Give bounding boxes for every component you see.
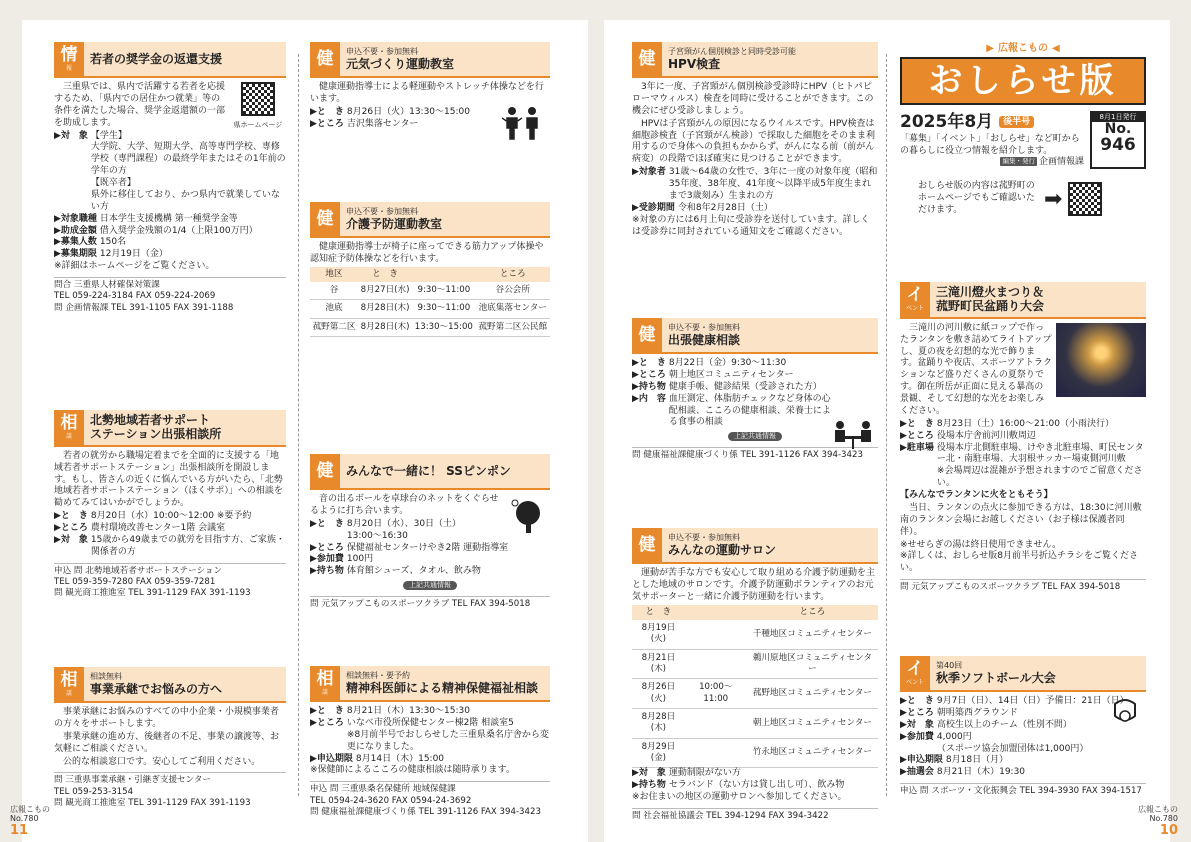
table-header [412, 267, 476, 282]
info-row-key: ▶参加費 [900, 731, 934, 742]
info-row [54, 226, 286, 238]
info-row [632, 167, 878, 203]
info-row [54, 511, 286, 523]
article-intro: 運動が苦手な方でも安心して取り組める介護予防運動を主とした地域のサロンです。介護予防運動ボランティアのお元気サポーターと一緒に介護予防運動を行います。 [632, 568, 876, 602]
info-row-key: ▶対 象 [54, 534, 88, 545]
table-cell: 8月21日(木) [632, 649, 685, 679]
table-row [310, 318, 550, 336]
info-row [54, 237, 286, 249]
left-column-2 [310, 42, 550, 817]
info-row-key: ▶ところ [310, 717, 344, 728]
left-column-1 [54, 42, 286, 809]
article-title: みんなの運動サロン [668, 543, 777, 558]
info-row [900, 732, 1146, 756]
category-badge: 健 [632, 42, 662, 76]
article-youth-support [54, 410, 286, 600]
note: ※詳細はホームページをご覧ください。 [54, 261, 215, 272]
contact-line: 申込 問 北勢地域若者サポートステーション [54, 565, 223, 576]
article-title: 若者の奨学金の返還支援 [90, 51, 223, 66]
table-header: ところ [476, 267, 550, 282]
info-row [632, 394, 832, 430]
info-row-value: 【学生】 大学院、大学、短期大学、高等専門学校、専修学校（専門課程）の最終学年またはその1年前の学年の方 【既卒者】 県外に移住しており、かつ県内で就業していない方 [90, 130, 286, 212]
info-row [310, 543, 550, 555]
article-health-consult [632, 318, 878, 461]
info-row [632, 370, 832, 382]
category-badge: 健 [632, 318, 662, 352]
article-subtitle: 子宮頸がん個別検診と同時受診可能 [668, 46, 796, 56]
article-intro: 音の出るボールを卓球台のネットをくぐらせるように打ち合います。 [310, 494, 499, 516]
info-row-value: 8月23日（土）16:00～21:00（小雨決行） [936, 418, 1114, 429]
article-subtitle: 相談無料 [90, 671, 122, 681]
info-row-value: 8月14日（木）15:00 [355, 753, 445, 764]
info-row-value: 高校生以上のチーム（性別不問） [936, 719, 1072, 730]
info-row-key: ▶持ち物 [632, 780, 666, 791]
article-intro: 事業承継の進め方、後継者の不足、事業の譲渡等、お気軽にご相談ください。 [54, 731, 280, 754]
info-row [54, 535, 286, 559]
contact-block [54, 772, 286, 809]
table-cell: 谷 [310, 282, 358, 300]
info-row-value: 日本学生支援機構 第一種奨学金等 [99, 213, 238, 224]
table-cell: 8月29日(金) [632, 738, 685, 768]
consultation-icon [832, 420, 874, 450]
category-badge: 健 [310, 42, 340, 76]
arrow-right-icon: ➡ [1044, 186, 1063, 212]
table-row [310, 282, 550, 300]
info-row [54, 523, 286, 535]
info-row-value: 8月21日（木）13:30～15:30 [346, 706, 470, 716]
article-title: 出張健康相談 [668, 333, 741, 348]
editor-name: 企画情報課 [1038, 157, 1084, 168]
article-title: 北勢地域若者サポート ステーション出張相談所 [90, 413, 222, 442]
contact-line: 問 企画情報課 TEL 391-1105 FAX 391-1188 [54, 302, 234, 313]
article-intro: 当日、ランタンの点火に参加できる方は、18:30に河川敷南のランタン会場にお越しください（お子様は保護者同伴）。 [900, 502, 1142, 537]
table-cell: 池底集落センター [476, 300, 550, 318]
info-row [54, 131, 286, 214]
common-info-pill: 上記共通情報 [403, 581, 457, 590]
contact-line: TEL 059-224-3184 FAX 059-224-2069 [54, 291, 216, 302]
info-row [632, 203, 878, 215]
article-subtitle: 申込不要・参加無料 [668, 532, 740, 542]
info-row-key: ▶申込期限 [900, 755, 943, 766]
table-header: と き [358, 267, 412, 282]
contact-line: TEL 059-253-3154 [54, 786, 134, 797]
info-row [632, 780, 878, 792]
qr-code-icon[interactable] [1068, 182, 1102, 216]
column-divider [298, 54, 299, 796]
table-row [310, 300, 550, 318]
table-header [685, 605, 747, 620]
article-subtitle: 申込不要・参加無料 [668, 322, 740, 332]
info-row [900, 431, 1146, 443]
table-row [632, 738, 878, 768]
info-row-key: ▶申込期限 [310, 753, 353, 764]
table-cell: 菰野地区コミュニティセンター [747, 679, 878, 709]
table-cell [685, 738, 747, 768]
info-row-key: ▶と き [310, 106, 344, 117]
contact-line: TEL 0594-24-3620 FAX 0594-24-3692 [310, 795, 472, 806]
contact-block [632, 808, 878, 822]
info-row [900, 443, 1146, 491]
contact-block [900, 579, 1146, 593]
banner-title: おしらせ版 [900, 57, 1146, 105]
half-badge: 後半号 [999, 116, 1034, 128]
info-row-value: 役場本庁舎前河川敷周辺 [936, 430, 1036, 441]
category-badge: イ ベント [900, 656, 930, 690]
table-header: 地区 [310, 267, 358, 282]
category-badge: 健 [310, 202, 340, 236]
issue-date: 2025年8月 [900, 112, 994, 133]
table-cell: 9:30～11:00 [412, 282, 476, 300]
contact-block [54, 277, 286, 314]
info-row-value: 8月21日（木）19:30 [936, 767, 1026, 778]
info-row-value: 9月7日（日）、14日（日）予備日：21日（日） [936, 696, 1129, 706]
info-row [54, 214, 286, 226]
exercise-people-icon [502, 106, 544, 140]
table-cell: 8月27日(水) [358, 282, 412, 300]
issue-number: 946 [1100, 135, 1136, 156]
table-cell [685, 620, 747, 649]
table-cell: 竹永地区コミュニティセンター [747, 738, 878, 768]
info-row-value: 100円 [346, 554, 374, 565]
info-row-value: 農村環境改善センター1階 会議室 [90, 523, 226, 534]
article-intro: 健康運動指導士が椅子に座ってできる筋力アップ体操や認知症予防体操などを行います。 [310, 242, 544, 264]
info-row [900, 419, 1146, 431]
info-row-value: 吉沢集落センター [346, 118, 419, 129]
info-row [310, 718, 550, 754]
info-row-value: 31歳～64歳の女性で、3年に一度の対象年度（昭和35年度、38年度、41年度～以降平成5年度生まれまで3歳刻み）生まれの方 [668, 167, 878, 201]
table-cell: 13:30～15:00 [412, 318, 476, 336]
page-number: 10 [1159, 822, 1178, 838]
ping-pong-paddle-icon [510, 498, 546, 534]
info-row-key: ▶対 象 [900, 719, 934, 730]
info-row-key: ▶ところ [310, 118, 344, 129]
info-row [310, 119, 490, 131]
article-title: 元気づくり運動教室 [346, 57, 455, 72]
article-title: 介護予防運動教室 [346, 217, 443, 232]
right-column-2 [900, 42, 1146, 802]
info-row-value: 8月26日（火）13:30～15:00 [346, 106, 470, 117]
contact-line: 問 健康福祉課健康づくり係 TEL 391-1126 FAX 394-3423 [632, 450, 863, 461]
info-row-value: 12月19日（金） [99, 249, 168, 260]
category-badge: イ ベント [900, 282, 930, 317]
info-row-value: 150名 [99, 237, 127, 248]
info-row-key: ▶内 容 [632, 393, 666, 404]
table-header: ところ [747, 605, 878, 620]
article-intro: 三滝川の河川敷に紙コップで作ったランタンを敷き詰めてライトアップし、夏の夜を幻想的な光で飾ります。盆踊りや夜店、スポーツアトラクションなど盛りだくさんの夏祭りです。御在所岳が正面に見える暴高の景観、そして幻想的な光をお楽しみください。 [900, 322, 1052, 416]
info-row-value: 令和8年2月28日（土） [677, 202, 773, 213]
info-row-value: 朝上地区コミュニティセンター [668, 369, 794, 380]
table-row [632, 649, 878, 679]
table-cell: 8月28日(木) [632, 709, 685, 739]
editor-tag: 編集・発行 [1002, 157, 1035, 166]
salon-schedule-table [632, 605, 878, 769]
info-row-key: ▶参加費 [310, 554, 344, 565]
note: ※せせらぎの湯は終日使用できません。 ※詳しくは、おしらせ版8月前半号折込チラシをご覧ください。 [900, 539, 1138, 574]
contact-line: 問 元気アップこものスポーツクラブ TEL FAX 394-5018 [900, 582, 1121, 593]
category-badge: 情 報 [54, 42, 84, 76]
info-row-key: ▶対 象 [54, 130, 88, 141]
info-row-key: ▶ところ [310, 542, 344, 553]
info-row [632, 382, 832, 394]
article-hpv [632, 42, 878, 239]
info-row-key: ▶受診期間 [632, 202, 675, 213]
table-cell: 菰野第二区公民館 [476, 318, 550, 336]
note: ※対象の方には6月上旬に受診券を送付しています。詳しくは受診券に同封されている通知文をご確認ください。 [632, 214, 870, 237]
contact-block [310, 781, 550, 818]
article-mental-health [310, 666, 550, 818]
column-divider [886, 54, 887, 796]
article-ss-pingpong [310, 454, 550, 610]
contact-line: 問合 三重県人材確保対策課 [54, 280, 160, 290]
table-row [632, 679, 878, 709]
info-row-value: 健康手帳、健診結果（受診された方） [668, 381, 822, 392]
info-row [900, 767, 1146, 779]
contact-line: TEL 059-359-7280 FAX 059-359-7281 [54, 577, 216, 587]
page-number: 11 [10, 822, 29, 838]
info-row-value: 保健福祉センターけやき2階 運動指導室 [346, 542, 509, 553]
info-row [310, 754, 550, 766]
article-title: 事業承継でお悩みの方へ [90, 682, 223, 697]
page-footer-right: 広報こもの No.780 10 [1138, 805, 1178, 838]
article-exercise-class [310, 42, 550, 131]
info-row [310, 107, 490, 119]
contact-block [900, 783, 1146, 797]
qr-code-icon[interactable] [241, 82, 275, 116]
contact-block [310, 596, 550, 610]
banner-kicker: ▶ 広報こもの ◀ [986, 43, 1060, 54]
article-subtitle: 申込不要・参加無料 [346, 46, 418, 56]
table-cell: 8月28日(木) [358, 318, 412, 336]
table-row [632, 620, 878, 649]
festival-photo [1056, 323, 1146, 397]
contact-line: 問 社会福祉協議会 TEL 394-1294 FAX 394-3422 [632, 811, 829, 822]
table-cell [685, 709, 747, 739]
info-row-key: ▶と き [310, 706, 344, 716]
info-row-value: 役場本庁北側駐車場、けやき北駐車場、町民センター北・南駐車場、大羽根サッカー場東側河川敷 ※会場周辺は混雑が予想されますのでご留意ください。 [936, 442, 1144, 489]
article-title: 秋季ソフトボール大会 [936, 671, 1056, 686]
article-title: みんなで一緒に！ SSピンポン [346, 463, 511, 478]
info-row-key: ▶対 象 [632, 768, 666, 779]
info-row-key: ▶助成金額 [54, 225, 97, 236]
info-row-key: ▶と き [900, 696, 934, 706]
contact-line: 問 観光商工推進室 TEL 391-1129 FAX 391-1193 [54, 588, 251, 599]
info-row-key: ▶ところ [54, 523, 88, 534]
info-row [632, 358, 832, 370]
info-row-key: ▶持ち物 [310, 566, 344, 577]
info-row-key: ▶ところ [632, 369, 666, 380]
web-notice: おしらせ版の内容は菰野町のホームページでもご確認いただけます。 [918, 181, 1035, 215]
article-subheading: 【みんなでランタンに火をともそう】 [900, 490, 1053, 501]
table-cell: 池底 [310, 300, 358, 318]
info-row-value: 運動制限がない方 [668, 768, 741, 779]
category-badge: 相 談 [310, 666, 340, 700]
info-row [632, 768, 878, 780]
article-title: 三滝川燈火まつり＆ 菰野町民盆踊り大会 [936, 285, 1045, 314]
info-row [900, 755, 1146, 767]
contact-line: 問 元気アップこものスポーツクラブ TEL FAX 394-5018 [310, 599, 531, 609]
article-intro: 3年に一度、子宮頸がん個別検診受診時にHPV（ヒトパピローマウィルス）検査を同時に受けることができます。この機会にぜひ受診しましょう。 [632, 82, 874, 116]
article-intro: 事業承継にお悩みのすべての中小企業・小規模事業者の方々をサポートします。 [54, 707, 279, 729]
info-row-value: 体育館シューズ、タオル、飲み物 [346, 566, 481, 577]
article-intro: HPVは子宮頸がんの原因になるウイルスです。HPV検査は細胞診検査（子宮頸がん検診）で採取した細胞をそのまま利用するので身体への負担もかからず、がんになる前（前がん病変）の段階でほぼ確実に見つけることができます。 [632, 118, 876, 165]
article-intro: 公的な相談窓口です。安心してご利用ください。 [63, 756, 261, 767]
article-exercise-salon [632, 528, 878, 822]
article-intro: 三重県では、県内で活躍する若者を応援するため、「県内での居住かつ就業」等の条件を満たした場合、奨学金返還額の一部を助成します。 [54, 82, 226, 128]
info-row-key: ▶対象職種 [54, 213, 97, 224]
info-row-value: 4,000円 （スポーツ協会加盟団体は1,000円） [936, 731, 1089, 754]
article-subtitle: 申込不要・参加無料 [346, 206, 418, 216]
info-row-key: ▶持ち物 [632, 381, 666, 392]
table-cell: 8月19日(火) [632, 620, 685, 649]
table-cell: 9:30～11:00 [412, 300, 476, 318]
article-scholarship [54, 42, 286, 314]
info-row-key: ▶抽選会 [900, 767, 934, 778]
info-row-value: 借入奨学金残額の1/4（上限100万円） [99, 225, 258, 236]
schedule-table [310, 267, 550, 337]
info-row-value: 8月18日（月） [945, 755, 1009, 766]
info-row-value: 15歳から49歳までの就労を目指す方、ご家族・関係者の方 [90, 534, 285, 557]
contact-line: 問 三重県事業承継・引継ぎ支援センター [54, 775, 212, 786]
category-badge: 相 談 [54, 410, 84, 445]
contact-line: 問 観光商工推進室 TEL 391-1129 FAX 391-1193 [54, 798, 251, 809]
info-row-value: いなべ市役所保健センター棟2階 相談室5 ※8月前半号でおしらせした三重県桑名庁舎から変更になりました。 [346, 717, 549, 752]
info-row-value: 8月20日（水）10:00～12:00 ※要予約 [90, 511, 252, 522]
table-cell [685, 649, 747, 679]
article-care-prevention [310, 202, 550, 337]
info-row-key: ▶と き [310, 518, 344, 529]
info-row [310, 706, 550, 718]
contact-line: 申込 問 三重県桑名保健所 地域保健課 [310, 784, 456, 795]
category-badge: 相 談 [54, 667, 84, 701]
note: ※お住まいの地区の運動サロンへ参加してください。 [632, 792, 847, 803]
page-10 [604, 20, 1178, 842]
info-row-value: 8月20日（水）、30日（土） 13:00～16:30 [346, 518, 462, 541]
info-row-key: ▶ところ [900, 430, 934, 441]
article-softball [900, 656, 1146, 797]
table-cell: 8月28日(木) [358, 300, 412, 318]
banner-oshirase [900, 42, 1146, 217]
page-footer-left: 広報こもの No.780 11 [10, 805, 50, 838]
article-header [54, 42, 286, 78]
contact-line: 問 健康福祉課健康づくり係 TEL 391-1126 FAX 394-3423 [310, 806, 541, 817]
info-row-key: ▶対象者 [632, 167, 666, 178]
info-row-key: ▶と き [54, 511, 88, 522]
table-cell: 8月26日(火) [632, 679, 685, 709]
common-info-pill: 上記共通情報 [728, 432, 782, 441]
info-row-value: 8月22日（金）9:30～11:30 [668, 358, 787, 368]
info-row [310, 554, 550, 566]
table-cell: 鵜川原地区コミュニティセンター [747, 649, 878, 679]
info-row [310, 566, 550, 578]
table-header: と き [632, 605, 685, 620]
right-column-1 [632, 42, 878, 822]
article-intro: 健康運動指導士による軽運動やストレッチ体操などを行います。 [310, 82, 544, 104]
article-title: 精神科医師による精神保健福祉相談 [346, 681, 539, 696]
info-row-value: 血圧測定、体脂肪チェックなど身体の心配相談、こころの健康相談、栄養士による食事の相談 [668, 393, 831, 428]
category-badge: 健 [632, 528, 662, 562]
note: ※保健師によるこころの健康相談は随時承ります。 [310, 765, 515, 776]
table-cell: 千種地区コミュニティセンター [747, 620, 878, 649]
table-cell: 菰野第二区 [310, 318, 358, 336]
article-intro: 若者の就労から職場定着までを全面的に支援する「地域若者サポートステーション」出張相談所を開設します。もし、皆さんの近くに悩んでいる方がいたら、「北勢地域若者サポートステーション（ほくサポ）」への相談を勧めてみてはいかがでしょうか。 [54, 450, 283, 509]
issue-number-box: 8月1日発行 No. 946 [1090, 111, 1146, 169]
softball-glove-icon [1110, 696, 1140, 726]
qr-label: 県ホームページ [233, 120, 283, 129]
info-row-key: ▶と き [632, 358, 666, 368]
contact-line: 申込 問 スポーツ・文化振興会 TEL 394-3930 FAX 394-1517 [900, 786, 1142, 797]
article-subtitle: 相談無料・要予約 [346, 670, 410, 680]
info-row-value: セラバンド（ない方は貸し出し可）、飲み物 [668, 780, 845, 791]
article-subtitle: 第40回 [936, 660, 963, 670]
table-cell: 10:00～11:00 [685, 679, 747, 709]
info-row-key: ▶駐車場 [900, 442, 934, 453]
info-row-key: ▶募集期限 [54, 249, 97, 260]
article-business-succession [54, 667, 286, 809]
table-row [632, 709, 878, 739]
info-row-key: ▶と き [900, 418, 934, 429]
info-row [54, 249, 286, 261]
info-row-value: 朝明築西グラウンド [936, 707, 1018, 718]
banner-description: 「募集」「イベント」「おしらせ」など町からの暮らしに役立つ情報を紹介します。 [900, 133, 1080, 156]
article-title: HPV検査 [668, 57, 721, 72]
table-cell: 朝上地区コミュニティセンター [747, 709, 878, 739]
table-cell: 谷公会所 [476, 282, 550, 300]
info-row-key: ▶募集人数 [54, 237, 97, 248]
article-lantern-festival [900, 282, 1146, 594]
category-badge: 健 [310, 454, 340, 488]
page-11 [10, 20, 588, 842]
contact-block [54, 563, 286, 600]
info-row-key: ▶ところ [900, 707, 934, 718]
